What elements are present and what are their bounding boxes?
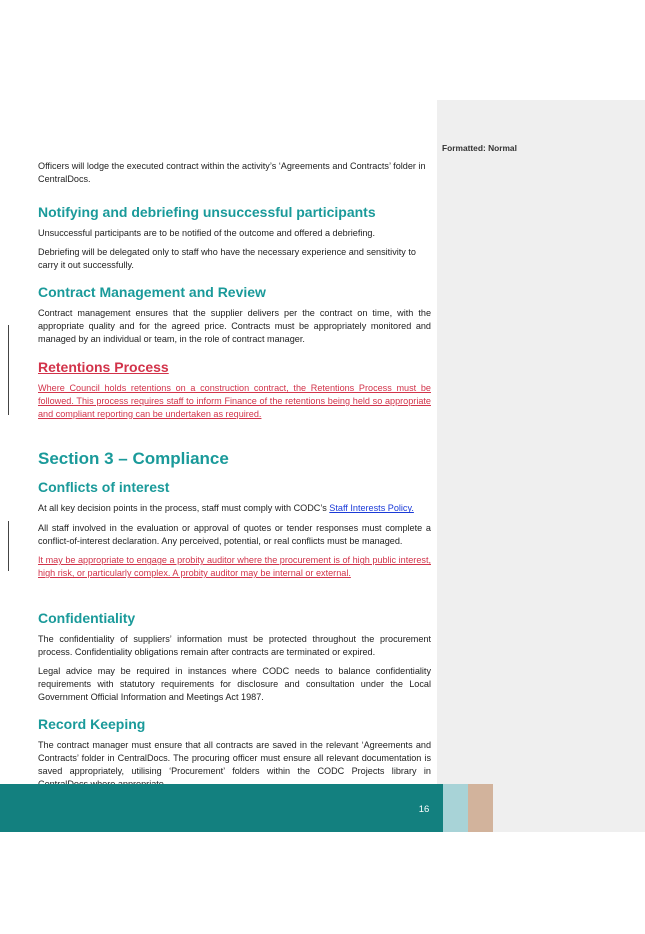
heading-contract-management: Contract Management and Review [38,284,266,301]
change-bar-retentions [8,325,9,415]
intro-paragraph: Officers will lodge the executed contract within the activity’s ‘Agreements and Contracts’ folder in CentralDocs. [38,161,426,184]
heading-section-3: Section 3 – Compliance [38,449,229,469]
conflicts-paragraph-3: It may be appropriate to engage a probity auditor where the procurement is of high public interest, high risk, or particularly complex. A probity auditor may be internal or external. [38,555,431,579]
record-keeping-paragraph: The contract manager must ensure that all contracts are saved in the relevant ‘Agreements and Contracts’ folder in CentralDocs. The procuring officer must ensure all relevant documentation is saved appropriately, utilising ‘Procurement’ folders within the CODC Projects library in [38,740,431,776]
page-number: 16 [418,804,430,815]
retentions-paragraph: Where Council holds retentions on a construction contract, the Retentions Process must be followed. This process requires staff to inform Finance of the retentions being held so appropriate and compliant reporting can be undertaken as required. [38,382,431,419]
footer-light-block [443,784,468,832]
contract-management-paragraph: Contract management ensures that the supplier delivers per the contract on time, with the appropriate quality and for the agreed price. Contracts must be appropriately monitored and managed by an individual or team, in the role of contract manager. [38,308,431,344]
document-body [38,160,431,797]
conflicts-paragraph-1 [38,502,431,515]
heading-confidentiality: Confidentiality [38,610,136,626]
comment-pane [437,100,645,832]
conflicts-paragraph-1-text: At all key decision points in the process, staff must comply with CODC’s [38,503,330,514]
footer-tan-block [468,784,493,832]
confidentiality-paragraph-2: Legal advice may be required in instances where CODC needs to balance confidentiality requirements with statutory requirements for disclosure and consultation under the Local Government Official Information and Meetings Act 1987. [38,666,431,703]
staff-interests-policy-link[interactable]: Staff Interests Policy. [329,503,414,514]
heading-conflicts: Conflicts of interest [38,479,170,496]
page-footer [0,784,645,832]
footer-teal-band [0,784,443,832]
comment-pane-title: Formatted: Normal [442,143,517,153]
confidentiality-paragraph-1: The confidentiality of suppliers’ information must be protected throughout the procurement process. Confidentiality obligations remain after contracts are terminated or expired. [38,634,431,657]
change-bar-probity [8,521,9,571]
heading-notifying: Notifying and debriefing unsuccessful participants [38,203,376,220]
notifying-paragraph-1: Unsuccessful participants are to be notified of the outcome and offered a debriefing. [38,227,376,238]
conflicts-paragraph-2: All staff involved in the evaluation or approval of quotes or tender responses must complete a conflict-of-interest declaration. Any perceived, potential, or real conflicts must be managed. [38,522,431,546]
heading-record-keeping: Record Keeping [38,716,146,733]
heading-retentions: Retentions Process [38,358,169,375]
notifying-paragraph-2: Debriefing will be delegated only to staff who have the necessary experience and sensitivity to carry it out successfully. [38,247,416,271]
